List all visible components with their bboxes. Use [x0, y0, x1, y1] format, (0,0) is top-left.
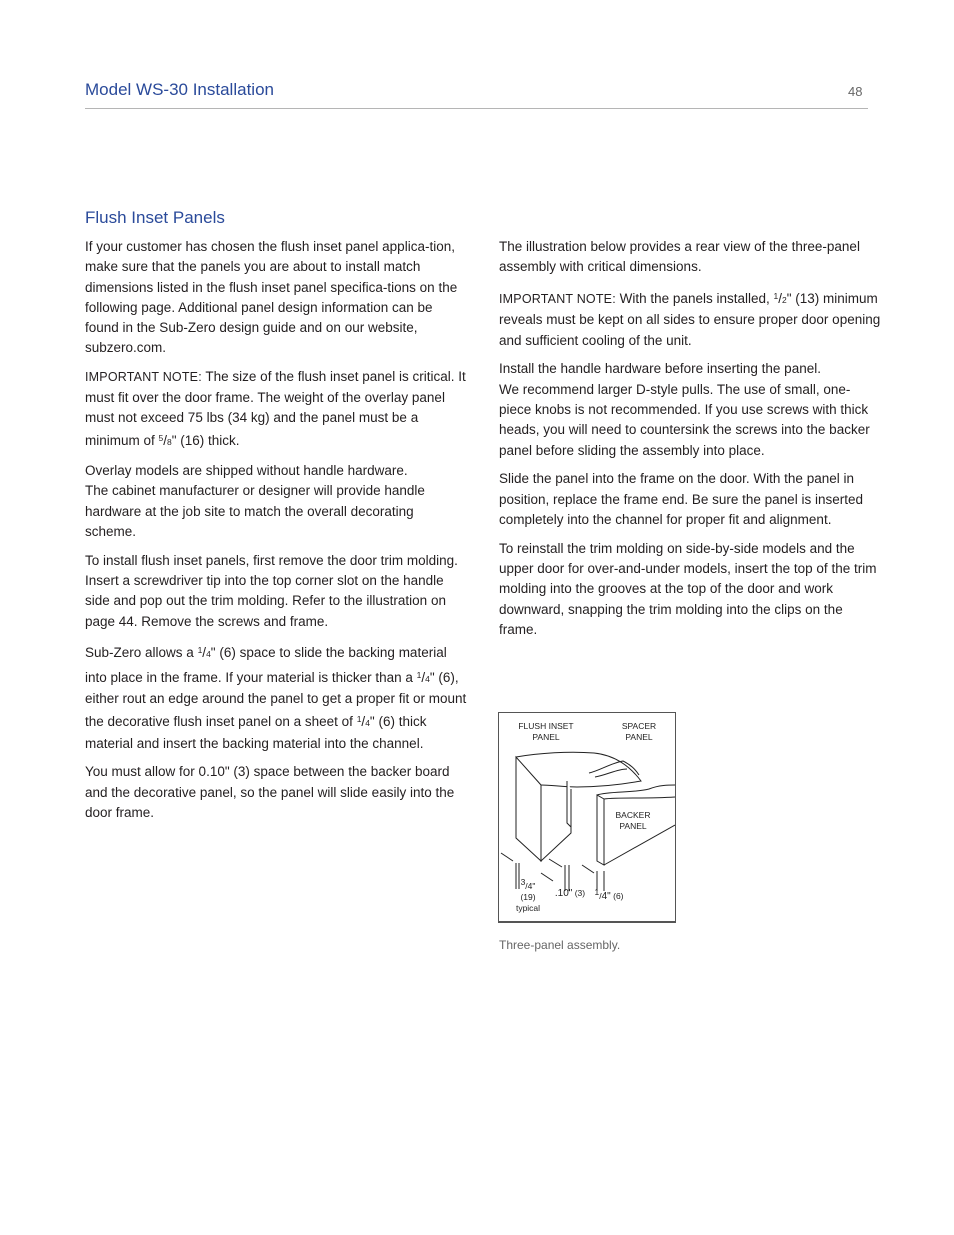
paragraph: Sub-Zero allows a $^1$/4" (6) space to slide the backing material into place in the frame. If your material is thicker than a $^1$/4" (6), either rout an edge around the panel to get a proper fit or mount the decorative flush inset panel on a sheet of $^1$/4" (6) thick material and insert the backing material into the channel.: [85, 645, 467, 751]
text-span: The cabinet manufacturer or designer will provide handle hardware at the job site to match the overall decorating scheme.: [85, 483, 425, 539]
text-span: The size of the flush inset panel is critical. It must fit over the door frame. The weight of the overlay panel must not exceed 75 lbs (34 kg) and the panel must be a minimum of: [85, 369, 466, 449]
label-line: SPACER: [621, 721, 657, 731]
paragraph: To reinstall the trim molding on side-by-side models and the upper door for over-and-under models, insert the top of the trim molding into the grooves at the top of the door and work downward, snapping the trim molding into the clips on the frame.: [499, 540, 877, 638]
fraction-denominator: 4: [425, 673, 430, 684]
backer-panel-label: [605, 810, 661, 832]
figure-caption: Three-panel assembly.: [499, 938, 621, 952]
three-panel-assembly-figure: [498, 712, 676, 923]
important-note-label: IMPORTANT NOTE:: [85, 370, 202, 385]
text-span: Overlay models are shipped without handle hardware.: [85, 462, 408, 478]
spacer-panel-label: [611, 721, 667, 743]
section-title: Flush Inset Panels: [85, 208, 225, 227]
fraction-denominator: 4: [365, 718, 370, 729]
label-line: BACKER: [615, 810, 651, 820]
text-span: Install the handle hardware before inserting the panel.: [499, 361, 821, 377]
text-span: Sub-Zero allows a: [85, 645, 198, 661]
right-column: [499, 237, 881, 649]
label-line: PANEL: [625, 732, 653, 742]
paragraph: [85, 461, 467, 542]
header-title: Model WS-30 Installation: [85, 80, 274, 99]
fraction-numerator: 1: [594, 887, 600, 897]
fraction-denominator: 4: [527, 881, 533, 891]
paragraph: You must allow for 0.10" (3) space between the backer board and the decorative panel, so the panel will slide easily into the door frame.: [85, 764, 455, 820]
dim-arrow: [582, 865, 594, 873]
flush-inset-panel-shape: [516, 757, 541, 861]
dimension-tenth-label: [549, 888, 591, 899]
header-divider: [85, 108, 868, 109]
text-span: We recommend larger D-style pulls. The use of small, one-piece knobs is not recommended. If you use screws with thick heads, you will need to countersink the screws into the backer panel before sliding the assembly into place.: [499, 381, 870, 458]
unit: ": [607, 891, 611, 902]
fraction-numerator: 1: [356, 714, 362, 725]
dimension-metric: (3): [574, 888, 586, 898]
text-span: " (6) space to slide the backing material into place in the frame. If your material is thicker than a: [85, 645, 447, 685]
dimension-value: .10": [554, 888, 573, 899]
fraction-numerator: 1: [197, 645, 203, 656]
dimension-metric: (6): [613, 891, 624, 901]
fraction-denominator: 2: [782, 295, 787, 306]
label-line: PANEL: [619, 821, 647, 831]
paragraph: If your customer has chosen the flush inset panel applica-tion, make sure that the panels you are about to install match dimensions listed in the flush inset panel specifica-tions on the following page. Additional panel design information can be found in the Sub-Zero design guide and on our website, subzero.com.: [85, 239, 458, 356]
fraction-numerator: 3: [520, 877, 526, 887]
paragraph: Slide the panel into the frame on the door. With the panel in position, replace the frame end. Be sure the panel is inserted completely into the channel for proper fit and alignment.: [499, 471, 863, 528]
label-line: PANEL: [532, 732, 560, 742]
paragraph: To install flush inset panels, first remove the door trim molding. Insert a screwdriver tip into the top corner slot on the handle side and pop out the trim molding. Refer to the illustration on page 44. Remove the screws and frame.: [85, 552, 458, 629]
unit: ": [532, 881, 536, 891]
paragraph: IMPORTANT NOTE: With the panels installed, $^1$/2" (13) minimum reveals must be kept on all sides to ensure proper door opening and sufficient cooling of the unit.: [499, 291, 881, 348]
label-line: typical: [515, 903, 541, 913]
spacer-panel-shape: [567, 781, 571, 827]
paragraph: IMPORTANT NOTE: The size of the flush inset panel is critical. It must fit over the door frame. The weight of the overlay panel must not exceed 75 lbs (34 kg) and the panel must be a minimum of $^5$/8" (16) thick.: [85, 369, 466, 449]
fraction-denominator: 8: [167, 437, 172, 448]
backer-panel-shape: [597, 795, 604, 865]
fraction-denominator: 4: [206, 649, 211, 660]
paragraph: The illustration below provides a rear view of the three-panel assembly with critical dimensions.: [499, 239, 860, 275]
fraction-numerator: 1: [416, 669, 422, 680]
dimension-three-quarter-label: [509, 877, 547, 914]
backer-panel-face: [604, 797, 675, 799]
spacer-panel-wave: [589, 761, 639, 775]
text-span: " (6), either rout an edge around the panel to get a proper fit or mount the decorative flush inset panel on a sheet of: [85, 669, 467, 730]
text-span: " (16) thick.: [171, 433, 240, 449]
paragraph: [499, 359, 881, 460]
fraction-numerator: 1: [773, 291, 779, 302]
text-span: " (6) thick material and insert the backing material into the channel.: [85, 714, 427, 751]
dim-arrow: [549, 859, 562, 867]
label-line: $^3$/4": [520, 877, 536, 891]
flush-inset-panel-label: [511, 721, 581, 743]
dim-arrow: [501, 853, 513, 861]
page-number: 48: [848, 84, 863, 99]
dimension-quarter-label: $^1$/4" (6): [594, 887, 624, 902]
fraction-numerator: 5: [158, 433, 164, 444]
text-span: With the panels installed,: [615, 291, 774, 307]
important-note-label: IMPORTANT NOTE:: [499, 292, 616, 307]
spacer-panel-wave-2: [595, 769, 627, 777]
label-line: (19): [520, 892, 536, 902]
fraction-denominator: 4: [601, 891, 608, 902]
backer-panel-top: [597, 785, 675, 795]
text-span: " (13) minimum reveals must be kept on all sides to ensure proper door opening and sufficient cooling of the unit.: [499, 291, 881, 348]
left-column: [85, 237, 467, 832]
label-line: FLUSH INSET: [518, 721, 574, 731]
